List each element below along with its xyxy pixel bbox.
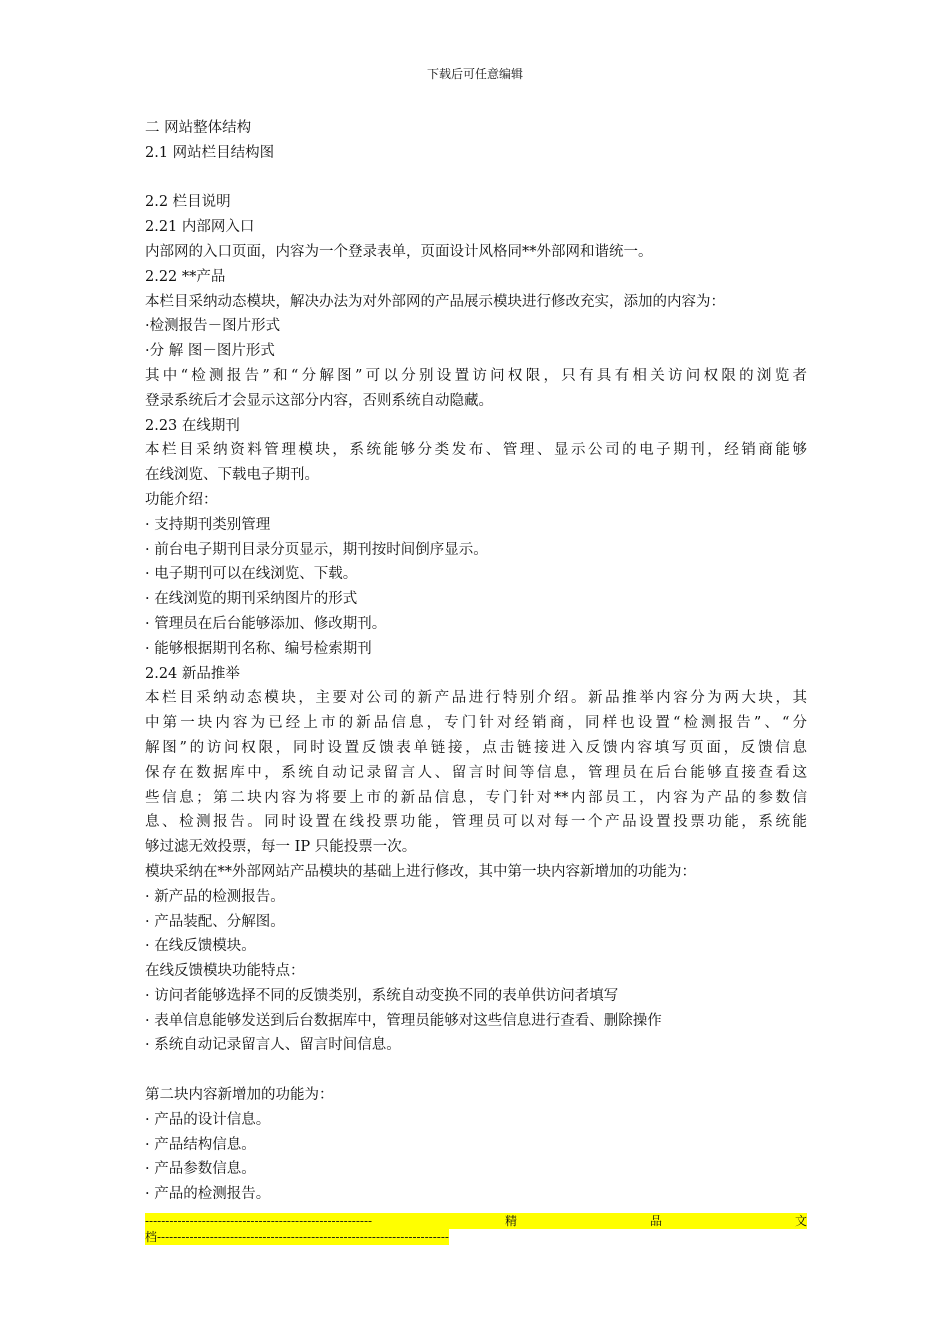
footer-line-1 <box>145 1213 807 1229</box>
text-line: · 表单信息能够发送到后台数据库中，管理员能够对这些信息进行查看、删除操作 <box>145 1012 662 1029</box>
text-line: 够过滤无效投票，每一 IP 只能投票一次。 <box>145 839 417 856</box>
text-line: 在线反馈模块功能特点： <box>145 963 305 980</box>
document-body <box>145 116 807 1207</box>
text-line: 2.1 网站栏目结构图 <box>145 144 275 161</box>
text-line: · 在线反馈模块。 <box>145 938 256 955</box>
text-line: 本栏目采纳动态模块，主要对公司的新产品进行特别介绍。新品推举内容分为两大块，其 <box>145 690 807 707</box>
text-line: 中第一块内容为已经上市的新品信息，专门针对经销商，同样也设置“检测报告”、“分 <box>145 715 807 732</box>
footer-char: 文 <box>794 1214 807 1228</box>
text-line: 第二块内容新增加的功能为： <box>145 1087 334 1104</box>
text-line: ·检测报告－图片形式 <box>145 318 281 335</box>
blank-line <box>145 166 807 191</box>
text-line: · 产品参数信息。 <box>145 1161 256 1178</box>
footer-line-2: 档------------------------------------------------------------------------ <box>145 1230 449 1244</box>
page-header: 下载后可任意编辑 <box>426 67 523 81</box>
text-line: 保存在数据库中，系统自动记录留言人、留言时间等信息，管理员在后台能够直接查看这 <box>145 764 807 781</box>
text-line: 2.2 栏目说明 <box>145 194 231 211</box>
text-line: 登录系统后才会显示这部分内容，否则系统自动隐藏。 <box>145 392 493 409</box>
text-line: · 前台电子期刊目录分页显示，期刊按时间倒序显示。 <box>145 541 488 558</box>
text-line: 内部网的入口页面，内容为一个登录表单，页面设计风格同**外部网和谐统一。 <box>145 243 653 260</box>
text-line: · 支持期刊类别管理 <box>145 516 271 533</box>
text-line: ·分 解 图－图片形式 <box>145 343 275 360</box>
footer-char: 品 <box>649 1214 662 1228</box>
page-footer <box>145 1213 807 1245</box>
footer-char: 精 <box>505 1214 518 1228</box>
text-line: 些信息；第二块内容为将要上市的新品信息，专门针对**内部员工，内容为产品的参数信 <box>145 789 807 806</box>
text-line: · 在线浏览的期刊采纳图片的形式 <box>145 591 358 608</box>
text-line: 二 网站整体结构 <box>145 120 252 136</box>
text-line: 本栏目采纳动态模块，解决办法为对外部网的产品展示模块进行修改充实，添加的内容为： <box>145 293 725 310</box>
text-line: · 产品的设计信息。 <box>145 1111 271 1128</box>
text-line: 息、检测报告。同时设置在线投票功能，管理员可以对每一个产品设置投票功能，系统能 <box>145 814 807 831</box>
text-line: 2.24 新品推举 <box>145 665 240 682</box>
text-line: 2.22 **产品 <box>145 268 226 285</box>
text-line: 解图”的访问权限，同时设置反馈表单链接，点击链接进入反馈内容填写页面，反馈信息 <box>145 739 807 756</box>
text-line: · 能够根据期刊名称、编号检索期刊 <box>145 640 372 657</box>
text-line: · 新产品的检测报告。 <box>145 888 285 905</box>
text-line: · 管理员在后台能够添加、修改期刊。 <box>145 615 387 632</box>
text-line: · 电子期刊可以在线浏览、下载。 <box>145 566 358 583</box>
text-line: · 系统自动记录留言人、留言时间信息。 <box>145 1037 401 1054</box>
text-line: 本栏目采纳资料管理模块，系统能够分类发布、管理、显示公司的电子期刊，经销商能够 <box>145 442 807 459</box>
footer-dashes: -------------------------------------------------------- <box>145 1214 373 1228</box>
text-line: · 产品装配、分解图。 <box>145 913 285 930</box>
text-line: 在线浏览、下载电子期刊。 <box>145 467 319 484</box>
blank-line <box>145 1058 807 1083</box>
text-line: 模块采纳在**外部网站产品模块的基础上进行修改，其中第一块内容新增加的功能为： <box>145 863 696 880</box>
text-line: 功能介绍： <box>145 491 218 508</box>
text-line: · 产品的检测报告。 <box>145 1186 271 1203</box>
text-line: 2.23 在线期刊 <box>145 417 240 434</box>
text-line: 2.21 内部网入口 <box>145 219 255 236</box>
text-line: · 访问者能够选择不同的反馈类别，系统自动变换不同的表单供访问者填写 <box>145 987 619 1004</box>
text-line: 其中“检测报告”和“分解图”可以分别设置访问权限，只有具有相关访问权限的浏览者 <box>145 367 807 384</box>
text-line: · 产品结构信息。 <box>145 1136 256 1153</box>
